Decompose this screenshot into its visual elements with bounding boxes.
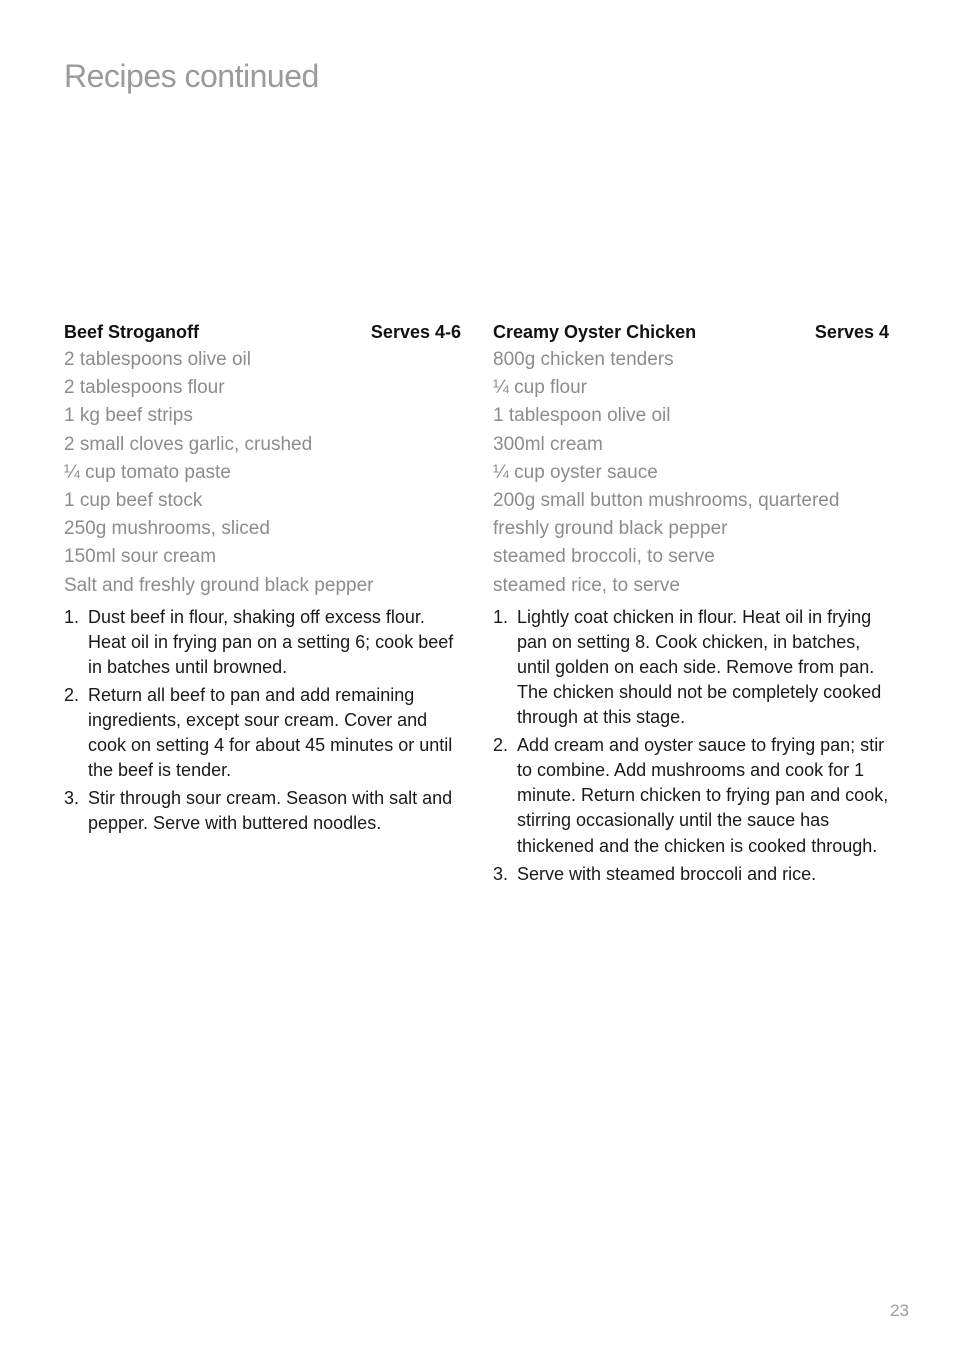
page-number: 23 [890, 1301, 909, 1320]
recipe-header [64, 318, 461, 346]
recipe-creamy-oyster-chicken [493, 318, 889, 890]
ingredient-item: Salt and freshly ground black pepper [64, 574, 374, 596]
method-steps [493, 605, 889, 887]
step-text: Lightly coat chicken in flour. Heat oil in frying pan on setting 8. Cook chicken, in batches, until golden on each side. Remove from pan. The chicken should not be completely cooked through at this stage. [517, 606, 882, 728]
ingredient-item: 1 kg beef strips [64, 405, 193, 427]
ingredient-item: 300ml cream [493, 433, 603, 455]
ingredient-item: 200g small button mushrooms, quartered [493, 489, 840, 511]
ingredient-item: 150ml sour cream [64, 546, 217, 568]
step-text: Serve with steamed broccoli and rice. [517, 863, 817, 884]
ingredient-list [493, 346, 889, 600]
method-step [64, 786, 461, 836]
ingredient-item: 2 tablespoons olive oil [64, 349, 251, 370]
recipe-title: Creamy Oyster Chicken [493, 322, 697, 342]
method-step [64, 683, 461, 783]
step-text: Stir through sour cream. Season with salt and pepper. Serve with buttered noodles. [88, 788, 453, 834]
recipe-serves: Serves 4-6 [370, 322, 461, 342]
recipe-title: Beef Stroganoff [64, 322, 199, 342]
ingredient-item: freshly ground black pepper [493, 518, 728, 540]
step-number: 1. [64, 606, 80, 627]
page-title: Recipes continued [64, 58, 319, 94]
step-number: 1. [493, 606, 509, 627]
ingredient-item: 2 small cloves garlic, crushed [64, 433, 313, 455]
recipe-serves: Serves 4 [814, 322, 889, 342]
method-steps [64, 605, 461, 837]
ingredient-item: 1 cup beef stock [64, 489, 203, 511]
step-number: 3. [493, 863, 509, 884]
recipe-header [493, 318, 889, 346]
step-number: 2. [64, 684, 80, 705]
method-step [64, 605, 461, 680]
step-number: 3. [64, 788, 80, 809]
ingredient-item: steamed rice, to serve [493, 574, 680, 596]
method-step [493, 733, 889, 858]
ingredient-item: steamed broccoli, to serve [493, 546, 715, 568]
ingredient-item: ¼ cup flour [493, 377, 587, 399]
ingredient-item: 800g chicken tenders [493, 349, 674, 370]
ingredient-list [64, 346, 461, 600]
step-text: Return all beef to pan and add remaining ingredients, except sour cream. Cover and cook on setting 4 for about 45 minutes or until the beef is tender. [88, 684, 453, 781]
recipe-beef-stroganoff [64, 318, 461, 840]
ingredient-item: ¼ cup tomato paste [64, 461, 231, 483]
ingredient-item: 250g mushrooms, sliced [64, 518, 270, 540]
method-step [493, 605, 889, 730]
step-number: 2. [493, 735, 509, 756]
step-text: Dust beef in flour, shaking off excess flour. Heat oil in frying pan on a setting 6; cook beef in batches until browned. [88, 606, 454, 677]
ingredient-item: 2 tablespoons flour [64, 377, 225, 399]
step-text: Add cream and oyster sauce to frying pan; stir to combine. Add mushrooms and cook for 1 minute. Return chicken to frying pan and cook, stirring occasionally until the sauce has thickened and the chicken is cooked through. [517, 735, 889, 856]
method-step [493, 862, 889, 887]
ingredient-item: ¼ cup oyster sauce [493, 461, 658, 483]
ingredient-item: 1 tablespoon olive oil [493, 405, 671, 427]
